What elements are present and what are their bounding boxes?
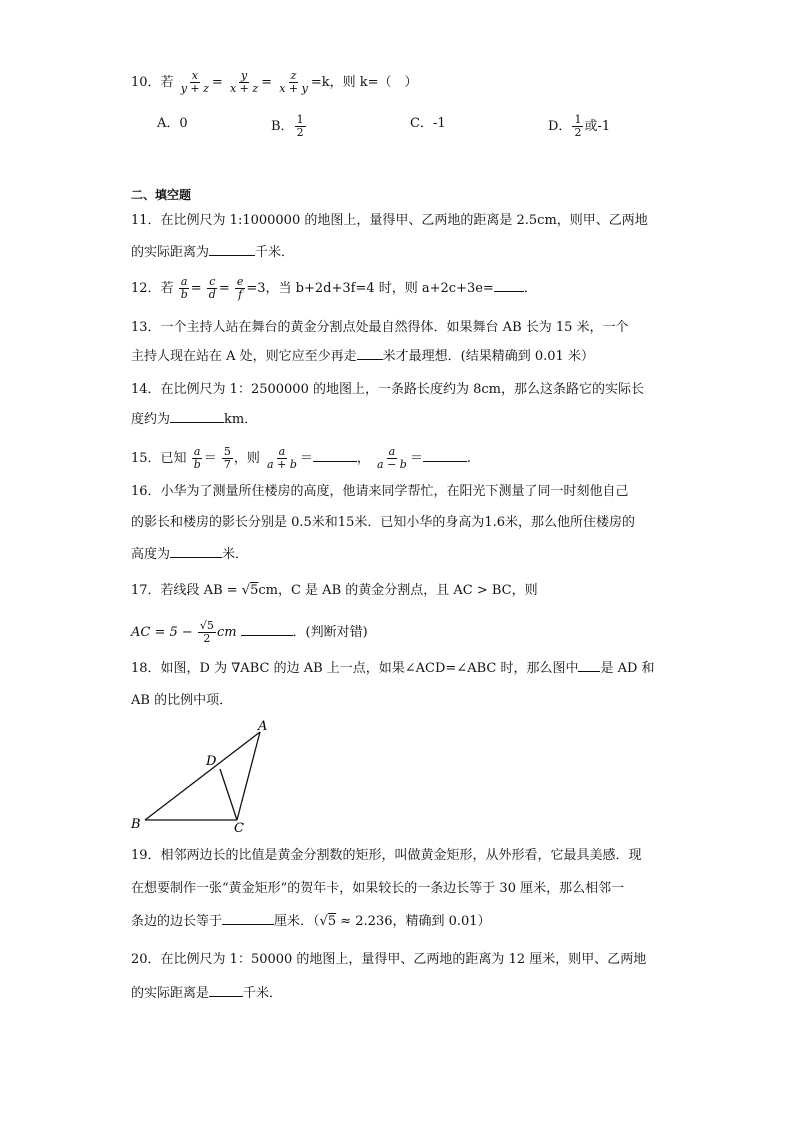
sqrt-symbol: √ <box>241 583 251 598</box>
option-c: C．-1 <box>410 116 446 131</box>
question-10: 10．若 $\frac{x}{y + z}$ = $\frac{y}{x + z}$ = $\frac{z}{x + y}$ =k，则 k=（ ） <box>131 69 418 95</box>
fraction: $\frac{a}{a + b}$ <box>267 445 297 471</box>
answer-blank[interactable] <box>313 449 357 462</box>
question-14-line1: 14．在比例尺为 1：2500000 的地图上，一条路长度约为 8cm，那么这条路它的实际长 <box>131 382 644 397</box>
fraction: $\frac{c}{d}$ <box>208 275 216 301</box>
fraction: $\frac{e}{f}$ <box>236 275 244 301</box>
q10-number: 10．若 <box>131 75 174 90</box>
section-title: 二、填空题 <box>131 188 192 202</box>
question-16-line3: 高度为 米． <box>131 547 249 562</box>
answer-blank[interactable] <box>241 623 293 636</box>
question-19-line1: 19．相邻两边长的比值是黄金分割数的矩形，叫做黄金矩形，从外形看，它最具美感．现 <box>131 848 642 863</box>
question-11-line1: 11．在比例尺为 1:1000000 的地图上，量得甲、乙两地的距离是 2.5cm，则甲、乙两地 <box>131 213 648 228</box>
fraction: $\frac{x}{y + z}$ <box>180 69 209 95</box>
question-13-line1: 13．一个主持人站在舞台的黄金分割点处最自然得体．如果舞台 AB 长为 15 米，一个 <box>131 320 629 335</box>
answer-blank[interactable] <box>423 449 467 462</box>
question-16-line1: 16．小华为了测量所住楼房的高度，他请来同学帮忙，在阳光下测量了同一时刻他自己 <box>131 484 629 499</box>
answer-blank[interactable] <box>357 347 383 360</box>
question-13-line2: 主持人现在站在 A 处，则它应至少再走 米才最理想．(结果精确到 0.01 米） <box>131 349 594 364</box>
question-15: 15．已知 $\frac{a}{b}$ ＝ $\frac{5}{7}$ ，则 $\frac{a}{a + b}$ ＝ ， $\frac{a}{a - b}$ ＝ . <box>131 445 471 471</box>
fraction: $\frac{z}{x + y}$ <box>279 69 308 95</box>
question-20-line2: 的实际距离是 千米． <box>131 986 283 1001</box>
answer-blank[interactable] <box>222 912 274 925</box>
q10-tail: =k，则 k=（ ） <box>310 75 418 90</box>
fraction: $\frac{5}{7}$ <box>223 445 231 471</box>
fraction: $\frac{y}{x + z}$ <box>229 69 259 95</box>
sqrt-symbol: √ <box>319 914 328 929</box>
question-12: 12．若 $\frac{a}{b}$ = $\frac{c}{d}$ = $\frac{e}{f}$ =3，当 b+2d+3f=4 时，则 a+2c+3e= ． <box>131 275 537 301</box>
fraction: $\frac{a}{a - b}$ <box>377 445 407 471</box>
fraction: $\frac{a}{b}$ <box>193 445 201 471</box>
answer-blank[interactable] <box>578 659 600 672</box>
fraction: $\frac{√5}{2}$ <box>199 619 214 645</box>
question-17-line2: AC = 5 − $\frac{√5}{2}$ cm ．(判断对错) <box>131 619 368 645</box>
fraction: $\frac{a}{b}$ <box>180 275 188 301</box>
label-b: B <box>131 817 141 832</box>
segment-ba <box>145 732 260 820</box>
answer-blank[interactable] <box>170 545 222 558</box>
answer-blank[interactable] <box>170 410 224 423</box>
question-20-line1: 20．在比例尺为 1：50000 的地图上，量得甲、乙两地的距离为 12 厘米，则甲、乙两地 <box>131 952 647 967</box>
question-16-line2: 的影长和楼房的影长分别是 0.5米和15米．已知小华的身高为1.6米，那么他所住楼房的 <box>131 515 636 530</box>
question-19-line3: 条边的边长等于 厘米．（√5 ≈ 2.236，精确到 0.01） <box>131 914 491 929</box>
option-a: A．0 <box>157 116 188 131</box>
question-19-line2: 在想要制作一张“黄金矩形”的贺年卡，如果较长的一条边长等于 30 厘米，那么相邻一 <box>131 881 625 896</box>
label-a: A <box>258 719 268 734</box>
question-17-line1: 17．若线段 AB = √5cm，C 是 AB 的黄金分割点，且 AC > BC，则 <box>131 583 538 598</box>
question-18-line2: AB 的比例中项． <box>131 693 233 708</box>
label-d: D <box>206 754 217 769</box>
question-14-line2: 度约为 km． <box>131 412 258 427</box>
triangle-figure <box>128 718 288 838</box>
segment-dc <box>220 769 237 820</box>
label-c: C <box>234 821 244 836</box>
option-d: D． $\frac{1}{2}$ 或-1 <box>548 113 611 139</box>
option-b: B． $\frac{1}{2}$ <box>271 113 304 139</box>
question-11-line2: 的实际距离为 千米． <box>131 245 295 260</box>
answer-blank[interactable] <box>209 984 243 997</box>
answer-blank[interactable] <box>209 243 255 256</box>
question-18-line1: 18．如图，D 为 ∇ABC 的边 AB 上一点，如果∠ACD=∠ABC 时，那么图中 是 AD 和 <box>131 661 655 676</box>
segment-ca <box>237 732 260 820</box>
answer-blank[interactable] <box>494 279 524 292</box>
